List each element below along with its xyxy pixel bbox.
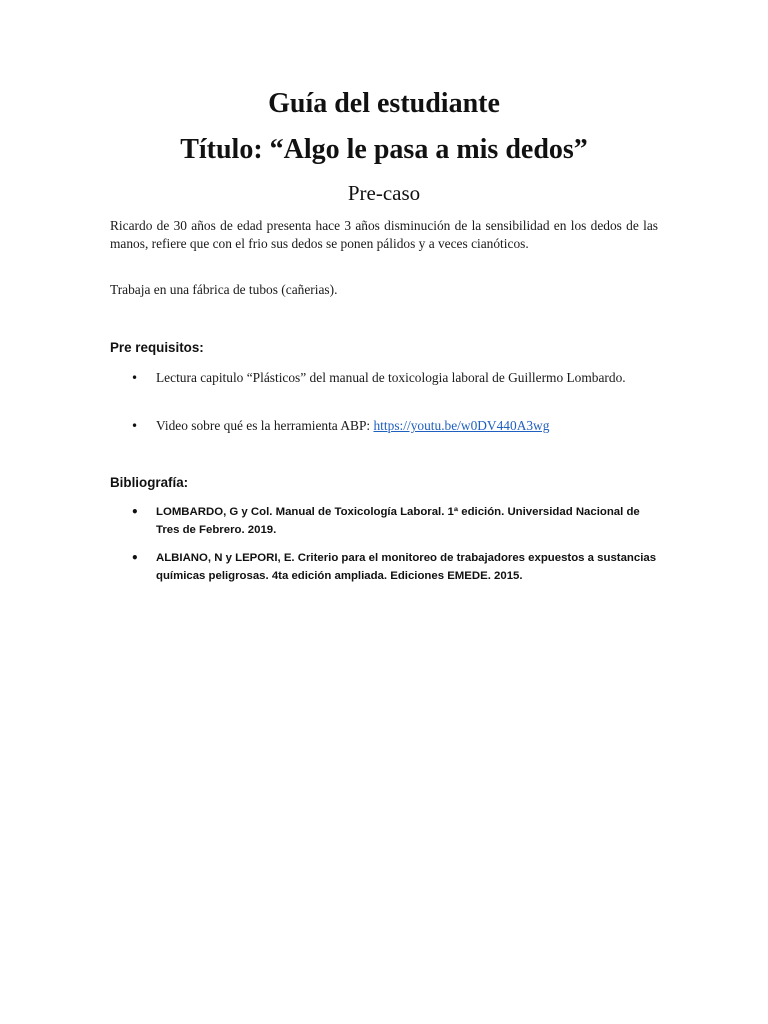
bibliography-list: [110, 503, 658, 585]
bibliography-entry-albiano: ALBIANO, N y LEPORI, E. Criterio para el monitoreo de trabajadores expuestos a sustancias químicas peligrosas. 4ta edición ampliada. Ediciones EMEDE. 2015.: [156, 552, 657, 582]
workplace-paragraph: Trabaja en una fábrica de tubos (cañerias).: [110, 282, 338, 297]
document-subtitle: Título: “Algo le pasa a mis dedos”: [180, 134, 588, 165]
case-paragraph: Ricardo de 30 años de edad presenta hace 3 años disminución de la sensibilidad en los dedos de las manos, refiere que con el frio sus dedos se ponen pálidos y a veces cianóticos.: [110, 218, 658, 251]
prerequisite-video-text: Video sobre qué es la herramienta ABP:: [156, 418, 374, 433]
list-item: [110, 503, 658, 539]
prerequisites-heading: Pre requisitos:: [110, 340, 204, 355]
bullet-icon: •: [131, 551, 139, 565]
list-item: [110, 369, 658, 406]
prerequisite-reading-text: Lectura capitulo “Plásticos” del manual de toxicologia laboral de Guillermo Lombardo.: [156, 370, 626, 385]
section-heading-pre-caso: Pre-caso: [347, 181, 421, 205]
video-link[interactable]: https://youtu.be/w0DV440A3wg: [373, 418, 550, 433]
list-item: [110, 417, 658, 435]
bullet-icon: •: [131, 419, 139, 433]
bibliography-heading: Bibliografía:: [110, 475, 189, 490]
bullet-icon: •: [131, 371, 139, 385]
list-item: [110, 549, 658, 585]
bullet-icon: •: [131, 505, 139, 519]
document-title: Guía del estudiante: [268, 88, 500, 119]
bibliography-entry-lombardo: LOMBARDO, G y Col. Manual de Toxicología Laboral. 1ª edición. Universidad Nacional de Tres de Febrero. 2019.: [156, 506, 640, 536]
prerequisites-list: [110, 369, 658, 435]
